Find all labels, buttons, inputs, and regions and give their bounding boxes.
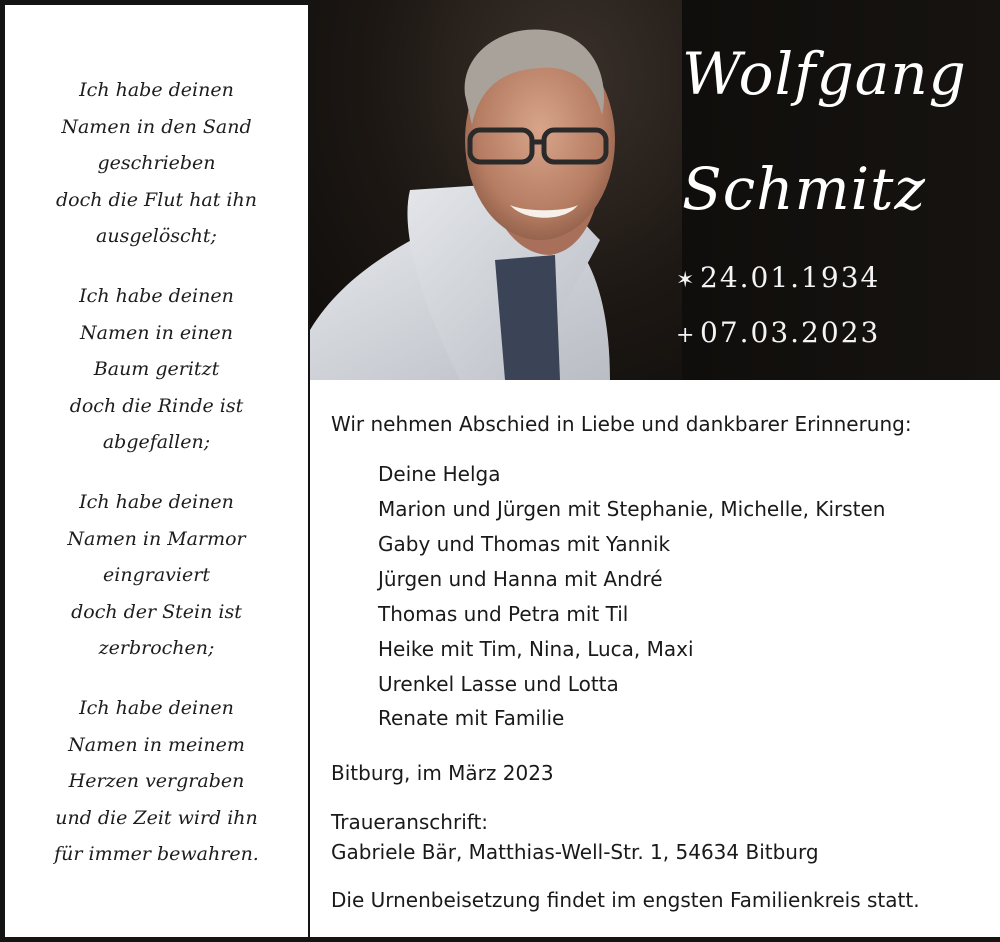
mourner-line: Heike mit Tim, Nina, Luca, Maxi — [378, 637, 694, 661]
mourner-line: Marion und Jürgen mit Stephanie, Michelle, Kirsten — [378, 497, 886, 521]
poem-line: doch die Flut hat ihn — [55, 188, 257, 211]
poem-stanza-4 — [5, 690, 308, 873]
poem-line: Namen in Marmor — [67, 527, 246, 550]
mourner-line: Renate mit Familie — [378, 706, 565, 730]
place-date: Bitburg, im März 2023 — [331, 761, 554, 785]
intro-text: Wir nehmen Abschied in Liebe und dankbarer Erinnerung: — [331, 412, 912, 436]
portrait-photo — [310, 0, 682, 380]
poem-stanza-1 — [5, 72, 308, 255]
poem-line: Namen in einen — [80, 321, 233, 344]
mourner-line: Gaby und Thomas mit Yannik — [378, 532, 671, 556]
address-label: Traueranschrift: — [331, 810, 489, 834]
death-date-value: 07.03.2023 — [700, 316, 881, 349]
last-name: Schmitz — [682, 155, 926, 223]
poem-line: Baum geritzt — [93, 358, 220, 380]
poem-line: abgefallen; — [102, 431, 211, 453]
poem-stanza-2 — [5, 278, 308, 461]
portrait-illustration — [310, 0, 682, 380]
poem-line: Namen in den Sand — [61, 115, 252, 138]
birth-date-value: 24.01.1934 — [700, 261, 881, 294]
star-icon: ✶ — [676, 268, 697, 293]
poem-line: doch der Stein ist — [71, 600, 242, 623]
poem-line: Namen in meinem — [68, 733, 245, 756]
poem-line: doch die Rinde ist — [69, 394, 244, 417]
poem-line: und die Zeit wird ihn — [55, 806, 258, 829]
funeral-note: Die Urnenbeisetzung findet im engsten Familienkreis statt. — [331, 888, 920, 912]
poem-line: für immer bewahren. — [54, 843, 259, 865]
poem-line: zerbrochen; — [98, 637, 215, 659]
poem-line: ausgelöscht; — [96, 225, 217, 247]
mourner-line: Urenkel Lasse und Lotta — [378, 672, 619, 696]
first-name: Wolfgang — [682, 40, 967, 108]
poem-stanza-3 — [5, 484, 308, 667]
poem-line: Ich habe deinen — [79, 285, 234, 307]
poem-line: Herzen vergraben — [68, 770, 245, 792]
mourner-line: Jürgen und Hanna mit André — [378, 567, 663, 591]
poem-line: Ich habe deinen — [79, 697, 234, 719]
cross-icon: + — [676, 323, 697, 348]
birth-date — [676, 261, 880, 294]
death-date — [676, 316, 880, 349]
poem-line: Ich habe deinen — [79, 491, 234, 513]
poem-column — [5, 5, 308, 937]
poem-line: Ich habe deinen — [79, 79, 234, 101]
poem-line: geschrieben — [97, 152, 216, 174]
poem-line: eingraviert — [103, 564, 210, 586]
mourner-line: Thomas und Petra mit Til — [378, 602, 629, 626]
mourner-line: Deine Helga — [378, 462, 501, 486]
address: Gabriele Bär, Matthias-Well-Str. 1, 54634 Bitburg — [331, 840, 819, 864]
